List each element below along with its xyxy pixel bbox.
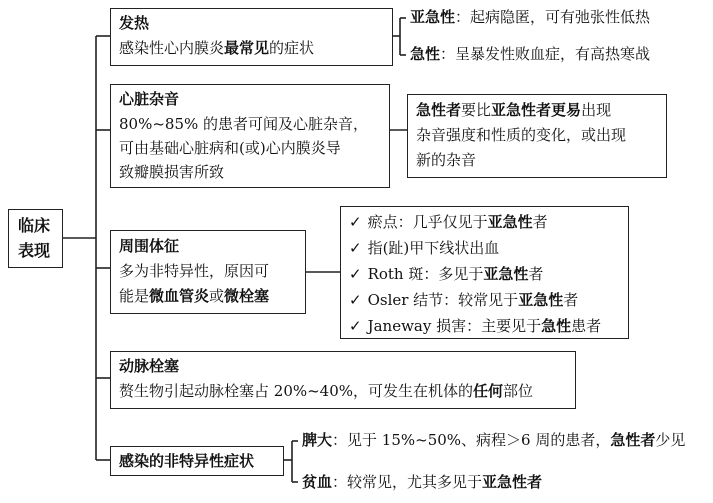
nonspecific-title: 感染的非特异性症状 xyxy=(119,452,255,470)
fever-description: 感染性心内膜炎最常见的症状 xyxy=(119,39,315,57)
murmur-line3: 致瓣膜损害所致 xyxy=(119,163,225,181)
peripheral-sign-item: ✓ Roth 斑：多见于亚急性者 xyxy=(349,265,544,283)
murmur-note-box xyxy=(407,94,667,178)
murmur-title: 心脏杂音 xyxy=(119,90,180,108)
murmur-note-line1: 急性者要比亚急性者更易出现 xyxy=(416,101,612,119)
murmur-line1: 80%~85% 的患者可闻及心脏杂音， xyxy=(119,115,369,133)
peripheral-sign-item: ✓ Osler 结节：较常见于亚急性者 xyxy=(349,291,579,309)
root-line1: 临床 xyxy=(18,216,51,235)
check-icon: ✓ xyxy=(349,317,362,335)
fever-acute: 急性：呈暴发性败血症，有高热寒战 xyxy=(410,45,651,63)
check-icon: ✓ xyxy=(349,265,362,283)
root-line2: 表现 xyxy=(18,241,51,260)
peripheral-line1: 多为非特异性，原因可 xyxy=(119,262,270,280)
check-icon: ✓ xyxy=(349,213,362,231)
check-icon: ✓ xyxy=(349,239,362,257)
peripheral-signs-box xyxy=(340,206,629,339)
peripheral-line2: 能是微血管炎或微栓塞 xyxy=(119,287,270,305)
murmur-line2: 可由基础心脏病和(或)心内膜炎导 xyxy=(119,139,341,157)
murmur-box xyxy=(110,84,390,188)
murmur-note-line3: 新的杂音 xyxy=(416,151,477,169)
nonspecific-box xyxy=(110,446,284,476)
root-node-box xyxy=(8,209,63,268)
fever-box xyxy=(110,8,393,66)
embolism-title: 动脉栓塞 xyxy=(119,357,180,375)
peripheral-box xyxy=(110,230,306,314)
check-icon: ✓ xyxy=(349,291,362,309)
nonspecific-anemia: 贫血：较常见，尤其多见于亚急性者 xyxy=(302,473,543,491)
peripheral-sign-item: ✓ Janeway 损害：主要见于急性患者 xyxy=(349,317,602,335)
nonspecific-spleen: 脾大：见于 15%~50%、病程＞6 周的患者，急性者少见 xyxy=(302,431,686,449)
fever-title: 发热 xyxy=(119,14,150,32)
peripheral-sign-item: ✓ 指(趾)甲下线状出血 xyxy=(349,239,500,257)
fever-subacute: 亚急性：起病隐匿，可有弛张性低热 xyxy=(410,8,651,26)
peripheral-sign-item: ✓ 瘀点：几乎仅见于亚急性者 xyxy=(349,213,548,231)
peripheral-title: 周围体征 xyxy=(119,237,180,255)
murmur-note-line2: 杂音强度和性质的变化，或出现 xyxy=(416,126,627,144)
embolism-text: 赘生物引起动脉栓塞占 20%~40%，可发生在机体的任何部位 xyxy=(119,382,534,400)
embolism-box xyxy=(110,351,576,409)
